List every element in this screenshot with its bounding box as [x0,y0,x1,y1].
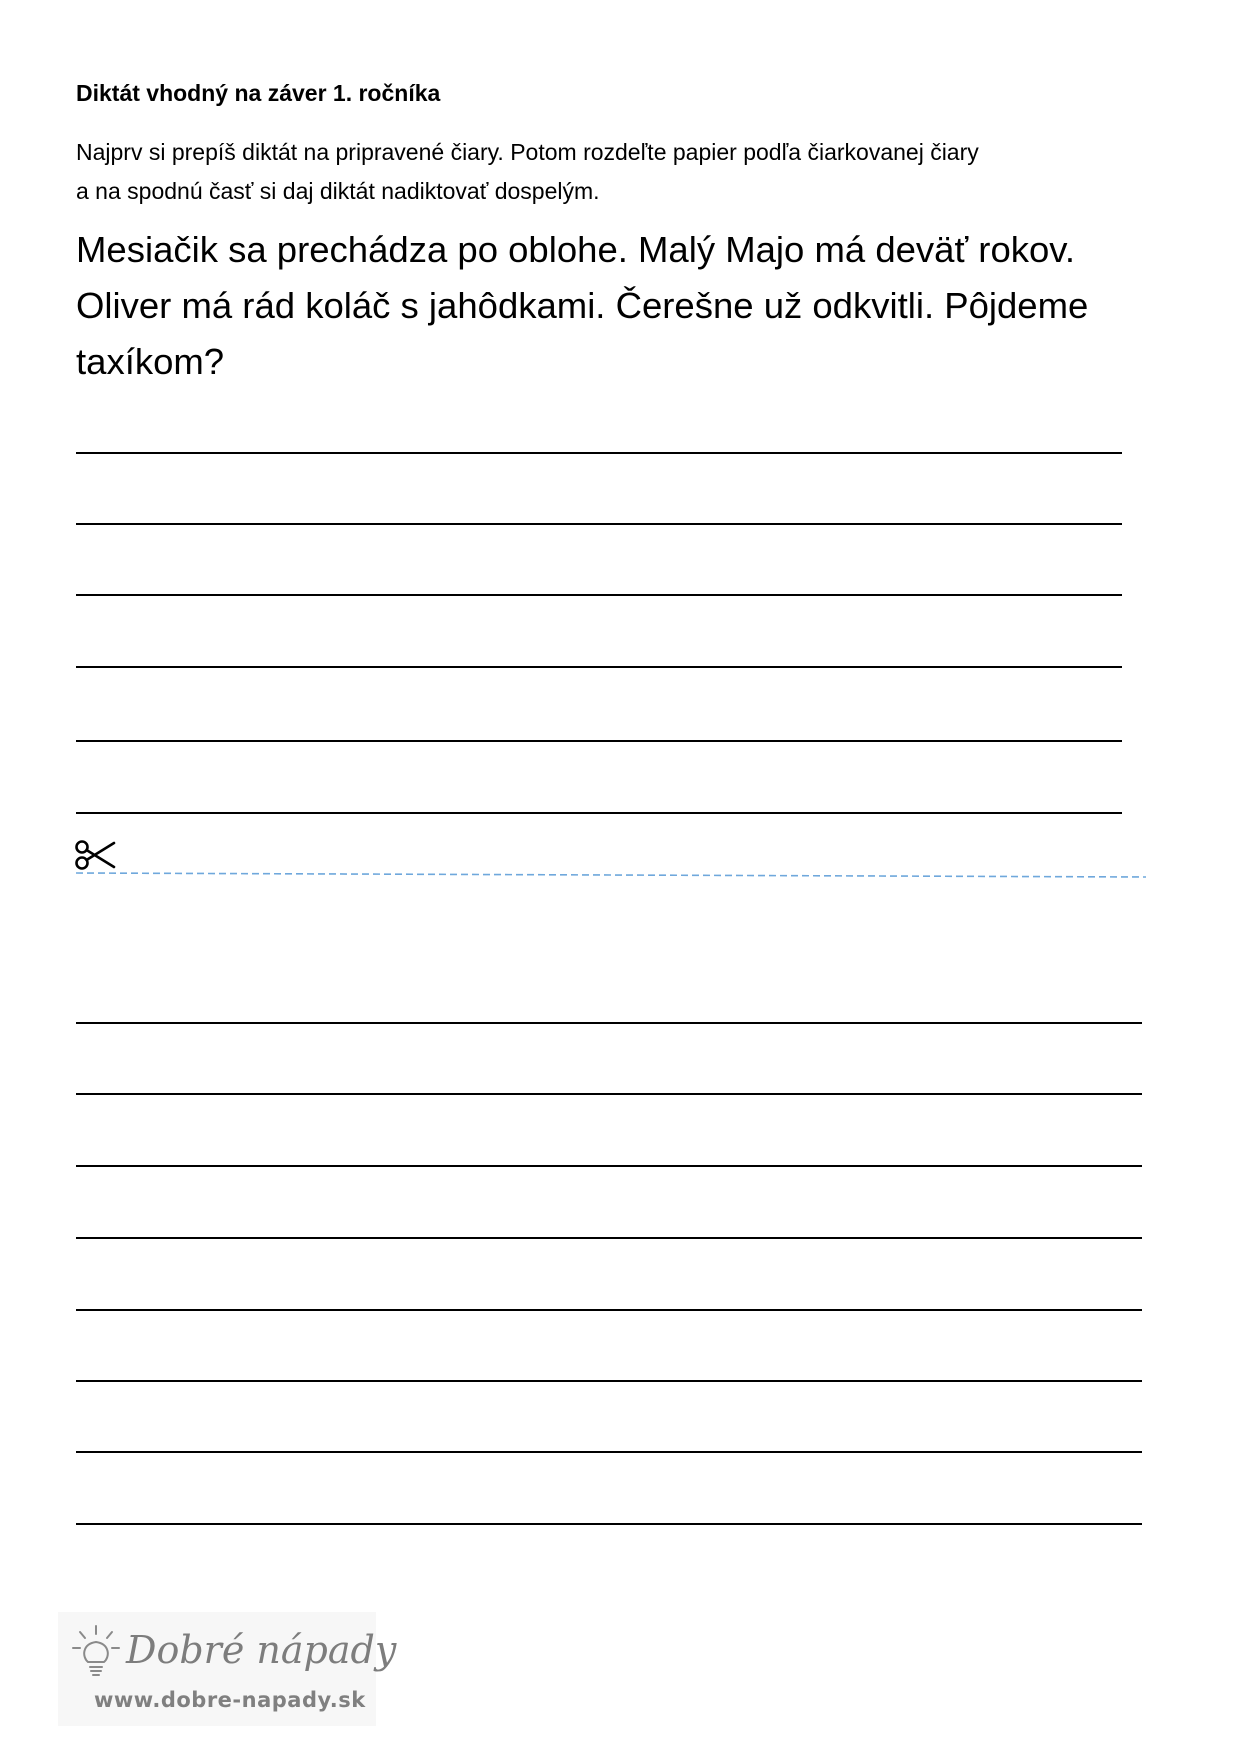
writing-line[interactable] [76,740,1122,742]
dictation-text [76,222,1196,390]
writing-line[interactable] [76,523,1122,525]
writing-line[interactable] [76,1309,1142,1311]
scissors-icon [74,838,116,872]
dictation-line: Mesiačik sa prechádza po oblohe. Malý Majo má deväť rokov. [76,229,1075,270]
instructions [76,133,1176,211]
instructions-line: a na spodnú časť si daj diktát nadiktovať dospelým. [76,178,600,204]
writing-line[interactable] [76,666,1122,668]
writing-line[interactable] [76,1380,1142,1382]
writing-line[interactable] [76,812,1122,814]
logo-url[interactable]: www.dobre-napady.sk [94,1688,366,1712]
writing-line[interactable] [76,1165,1142,1167]
logo-name: Dobré nápady [126,1628,397,1672]
lightbulb-icon [70,1624,120,1684]
logo [58,1612,397,1726]
writing-line[interactable] [76,1093,1142,1095]
instructions-line: Najprv si prepíš diktát na pripravené čiary. Potom rozdeľte papier podľa čiarkovanej čiary [76,139,979,165]
cut-line [76,870,1146,880]
writing-line[interactable] [76,1237,1142,1239]
page-title: Diktát vhodný na záver 1. ročníka [76,80,441,106]
writing-line[interactable] [76,1451,1142,1453]
writing-line[interactable] [76,452,1122,454]
writing-line[interactable] [76,594,1122,596]
writing-line[interactable] [76,1022,1142,1024]
writing-line[interactable] [76,1523,1142,1525]
dictation-line: taxíkom? [76,341,225,382]
dictation-line: Oliver má rád koláč s jahôdkami. Čerešne už odkvitli. Pôjdeme [76,285,1089,326]
